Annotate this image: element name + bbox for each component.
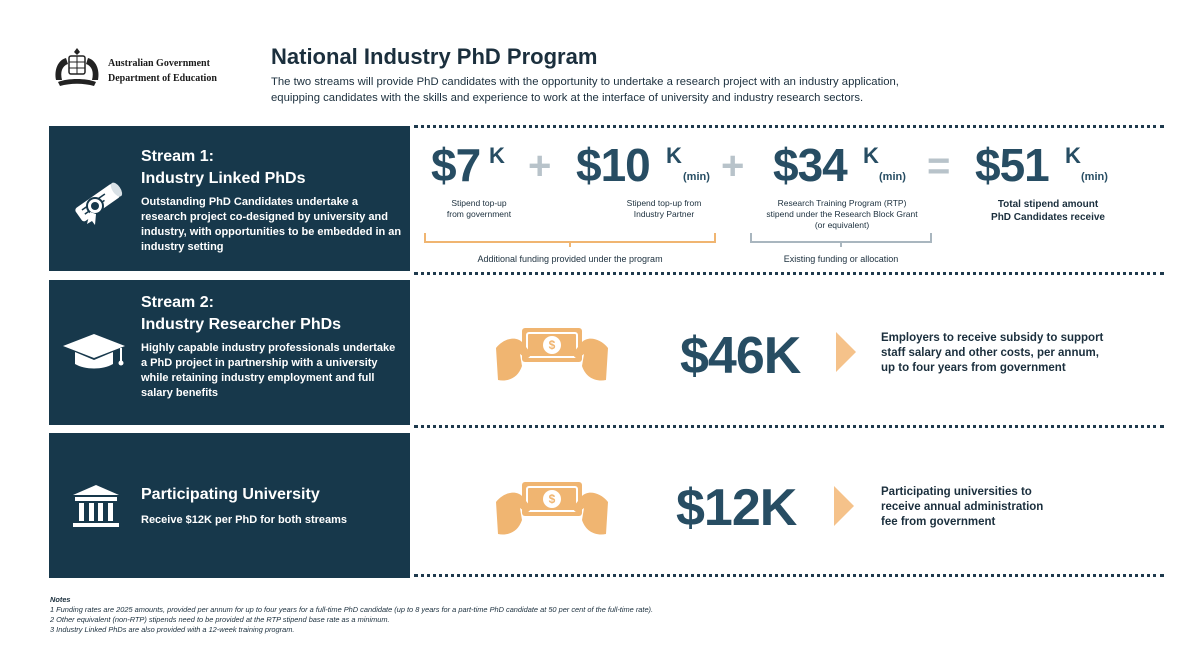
- caption-51k: Total stipend amount PhD Candidates receive: [991, 199, 1105, 223]
- svg-text:$: $: [548, 492, 556, 506]
- graduation-cap-icon: [61, 332, 127, 372]
- caption-7k: Stipend top-up from government: [446, 198, 512, 219]
- label-existing-funding: Existing funding or allocation: [783, 254, 899, 264]
- notes-section: [50, 595, 653, 635]
- amount-7k-k: K: [489, 143, 505, 168]
- intro-text: [271, 74, 1031, 106]
- stream1-panel: [49, 126, 410, 271]
- hands-money-icon: [494, 322, 610, 384]
- coat-of-arms-icon: [50, 44, 104, 88]
- equals-operator: =: [927, 144, 951, 188]
- intro-line-2: equipping candidates with the skills and experience to work at the interface of university and industry research sectors.: [271, 92, 864, 104]
- amount-51k-k: K: [1065, 143, 1081, 168]
- intro-line-1: The two streams will provide PhD candidates with the opportunity to undertake a research project with an industry application,: [271, 76, 899, 88]
- divider-stream2: [414, 425, 1164, 428]
- stream1-title-line2: Industry Linked PhDs: [141, 170, 306, 187]
- chevron-right-icon: [836, 332, 856, 372]
- stream2-title-line2: Industry Researcher PhDs: [141, 316, 342, 333]
- amount-34k-k: K: [863, 143, 879, 168]
- page-title: National Industry PhD Program: [271, 44, 598, 69]
- university-building-icon: [71, 483, 121, 529]
- gov-name: Australian Government: [108, 58, 210, 69]
- caption-10k: Stipend top-up from Industry Partner: [626, 198, 702, 219]
- stream2-title: [141, 292, 341, 336]
- amount-34k-value: $34: [773, 139, 847, 191]
- plus-operator-2: +: [721, 144, 745, 188]
- dept-name: Department of Education: [108, 73, 217, 84]
- divider-bottom: [414, 574, 1164, 577]
- plus-operator-1: +: [528, 144, 552, 188]
- stream2-amount: $46K: [680, 327, 801, 385]
- amount-10k-min: (min): [683, 171, 710, 183]
- notes-heading: Notes: [50, 595, 71, 604]
- amount-34k-min: (min): [879, 171, 906, 183]
- divider-stream1: [414, 272, 1164, 275]
- bracket-additional-funding: [424, 233, 716, 243]
- university-panel: [49, 433, 410, 578]
- university-description: Receive $12K per PhD for both streams: [141, 514, 348, 526]
- stream2-title-line1: Stream 2:: [141, 294, 214, 311]
- university-fee-text: Participating universities to receive annual administration fee from government: [881, 486, 1044, 528]
- note-3: 3 Industry Linked PhDs are also provided with a 12-week training program.: [50, 625, 295, 634]
- stream1-description: Outstanding PhD Candidates undertake a research project co-designed by university and industry, with opportunities to be embedded in an industry setting: [141, 196, 402, 253]
- label-additional-funding: Additional funding provided under the program: [477, 254, 663, 264]
- stream1-title: [141, 146, 305, 190]
- amount-10k-k: K: [666, 143, 682, 168]
- stream1-title-line1: Stream 1:: [141, 148, 214, 165]
- caption-34k: Research Training Program (RTP) stipend under the Research Block Grant (or equivalent): [766, 198, 918, 230]
- amount-10k-value: $10: [576, 139, 650, 191]
- amount-51k-min: (min): [1081, 171, 1108, 183]
- university-title: Participating University: [141, 486, 320, 503]
- bracket-existing-funding: [750, 233, 932, 243]
- australian-government-logo: [50, 44, 230, 90]
- amount-7k-value: $7: [431, 139, 481, 191]
- note-2: 2 Other equivalent (non-RTP) stipends need to be provided at the RTP stipend base rate as a minimum.: [50, 615, 390, 624]
- diploma-icon: [69, 178, 129, 228]
- amount-51k-value: $51: [975, 139, 1049, 191]
- stream2-subsidy-text: Employers to receive subsidy to support staff salary and other costs, per annum, up to four years from government: [881, 332, 1104, 374]
- hands-money-icon: [494, 476, 610, 538]
- divider-top: [414, 125, 1164, 128]
- stream2-description: Highly capable industry professionals undertake a PhD project in partnership with a university while retaining industry employment and full salary benefits: [141, 342, 396, 399]
- university-amount: $12K: [676, 479, 797, 537]
- stream2-panel: [49, 280, 410, 425]
- svg-text:$: $: [548, 338, 556, 352]
- note-1: 1 Funding rates are 2025 amounts, provided per annum for up to four years for a full-time PhD candidate (up to 8 years for a part-time PhD candidate at 50 per cent of the full-time rate).: [50, 605, 654, 614]
- chevron-right-icon: [834, 486, 854, 526]
